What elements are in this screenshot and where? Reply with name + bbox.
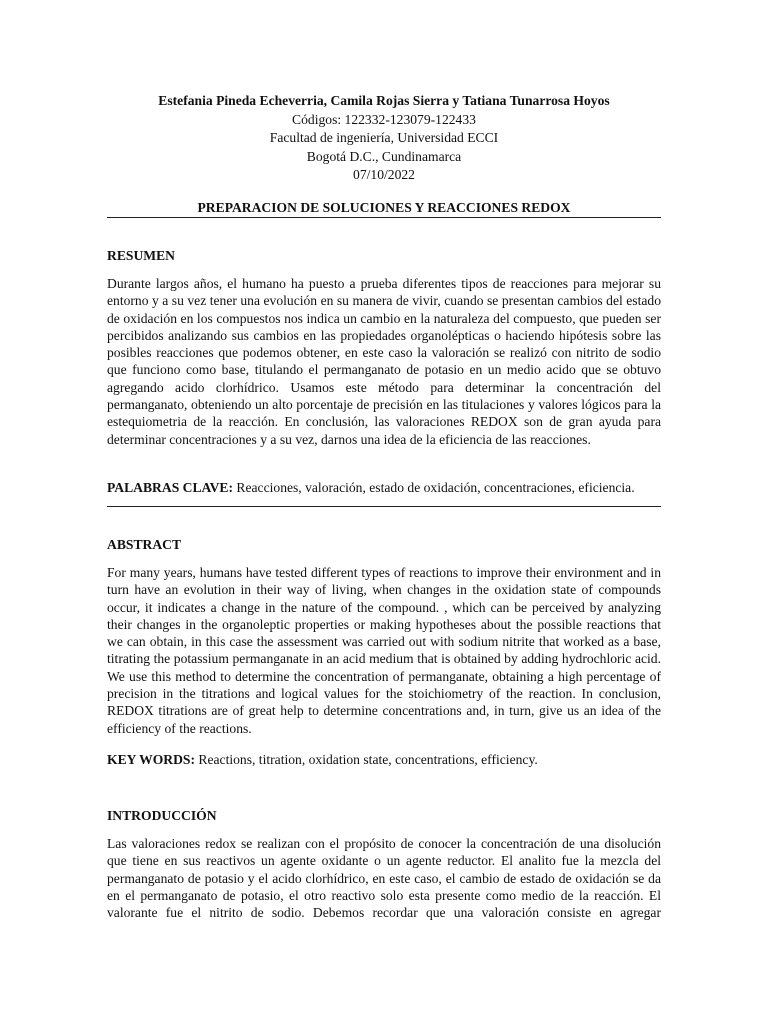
student-codes: Códigos: 122332-123079-122433 bbox=[292, 111, 476, 127]
keywords-label: KEY WORDS: bbox=[107, 752, 195, 767]
resumen-heading: RESUMEN bbox=[107, 248, 175, 263]
keywords-label: PALABRAS CLAVE: bbox=[107, 480, 234, 495]
section-divider bbox=[107, 506, 661, 507]
date: 07/10/2022 bbox=[353, 167, 415, 183]
abstract-body: For many years, humans have tested different types of reactions to improve their environment and in turn have an evolution in their way of living, when changes in the oxidation state of compounds occur, it indicates a change in the nature of the compound. , which can be perceived by analyzing their changes in the organoleptic properties or making hypotheses about the possible reactions that we can obtain, in this case the assessment was carried out with sodium nitrite that worked as a base, titrating the potassium permanganate in an acid medium that is obtained by adding hydrochloric acid. We use this method to determine the concentration of permanganate, obtaining a high percentage of precision in the titrations and logical values for the stoichiometry of the reaction. In conclusion, REDOX titrations are of great help to determine concentrations and, in turn, give us an idea of the efficiency of the reactions. bbox=[107, 565, 661, 736]
resumen-body: Durante largos años, el humano ha puesto a prueba diferentes tipos de reacciones para mejorar su entorno y a su vez tener una evolución en su manera de vivir, cuando se presentan cambios del estado de oxidación en los compuestos nos indica un cambio en la naturaleza del compuesto, que pueden ser percibidos analizando sus cambios en las propiedades organolépticas o haciendo hipótesis sobre las posibles reacciones que podemos obtener, en este caso la valoración se realizó con nitrito de sodio que funciono como base, titulando el permanganato de potasio en un medio acido que se obtuvo agregando acido clorhídrico. Usamos este método para determinar la concentración del permanganato, obteniendo un alto porcentaje de precisión en las titulaciones y valores lógicos para la estequiometria de la reacción. En conclusión, las valoraciones REDOX son de gran ayuda para determinar concentraciones y a su vez, darnos una idea de la eficiencia de las reacciones. bbox=[107, 276, 661, 447]
keywords-text: Reacciones, valoración, estado de oxidación, concentraciones, eficiencia. bbox=[233, 480, 635, 495]
paper-title: PREPARACION DE SOLUCIONES Y REACCIONES REDOX bbox=[107, 199, 661, 218]
abstract-heading: ABSTRACT bbox=[107, 537, 182, 552]
abstract-keywords bbox=[107, 751, 661, 768]
faculty: Facultad de ingeniería, Universidad ECCI bbox=[269, 130, 499, 146]
introduccion-body: Las valoraciones redox se realizan con el propósito de conocer la concentración de una disolución que tiene en sus reactivos un agente oxidante o un agente reductor. El analito fue la mezcla del permanganato de potasio y el acido clorhídrico, en este caso, el cambio de estado de oxidación se da en el permanganato de potasio, el otro reactivo solo esta presente como medio de la reacción. El valorante fue el nitrito de sodio. Debemos recordar que una valoración consiste en agregar bbox=[107, 836, 661, 921]
introduccion-heading: INTRODUCCIÓN bbox=[107, 808, 217, 823]
resumen-keywords bbox=[107, 479, 661, 496]
keywords-text: Reactions, titration, oxidation state, concentrations, efficiency. bbox=[195, 752, 538, 767]
location: Bogotá D.C., Cundinamarca bbox=[306, 148, 462, 164]
header-block bbox=[107, 92, 661, 185]
authors: Estefania Pineda Echeverria, Camila Rojas Sierra y Tatiana Tunarrosa Hoyos bbox=[158, 93, 610, 108]
